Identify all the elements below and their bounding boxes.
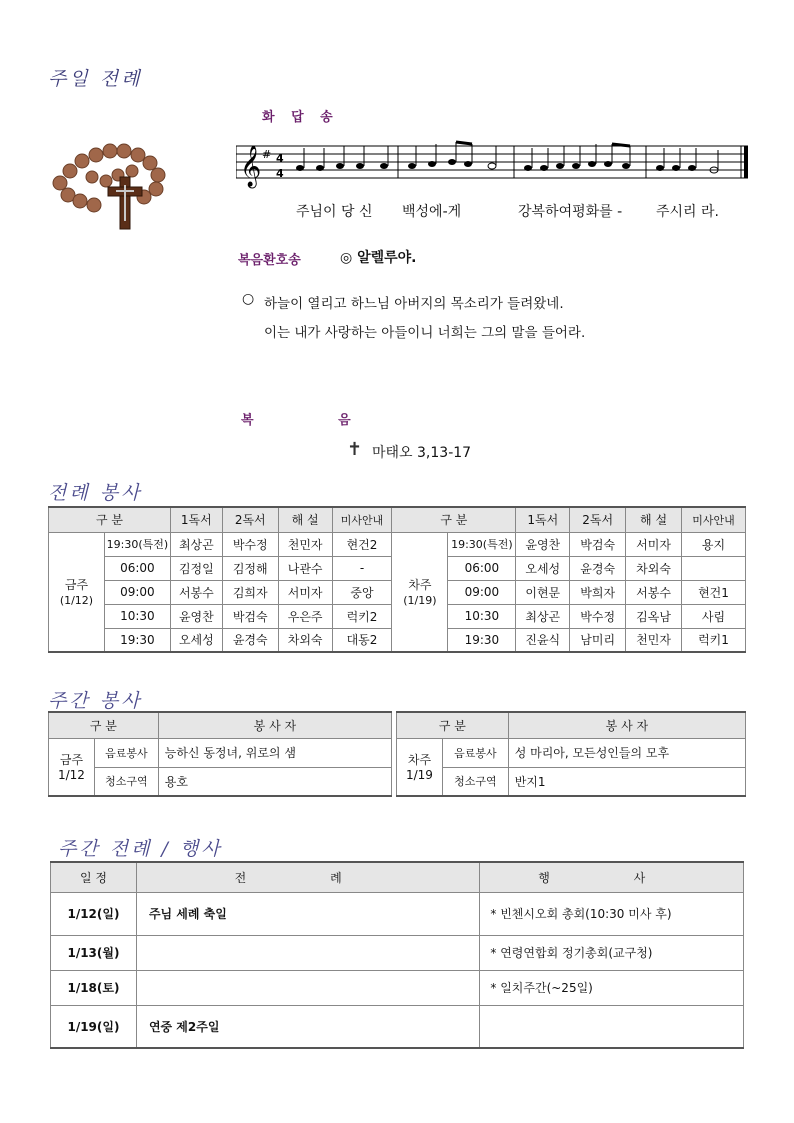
liturgy-header-row <box>49 507 746 532</box>
cell: 19:30 <box>104 628 170 652</box>
weekly-header-row <box>397 712 746 738</box>
cell: 청소구역 <box>94 767 158 796</box>
cell: 19:30 <box>448 628 516 652</box>
cell: 오세성 <box>516 556 570 580</box>
cell: 윤경숙 <box>222 628 278 652</box>
weekly-service-this-week <box>48 711 392 797</box>
section-title-liturgy-service: 전례 봉사 <box>48 482 143 504</box>
cell: 성 마리아, 모든성인들의 모후 <box>508 738 745 767</box>
cell: 서봉수 <box>626 580 682 604</box>
header-date: 일 정 <box>51 862 137 892</box>
cell: 음료봉사 <box>94 738 158 767</box>
next-week-label: 차주 1/19 <box>397 738 443 796</box>
table-row <box>51 935 744 970</box>
cell: 용호 <box>158 767 391 796</box>
cell: 09:00 <box>104 580 170 604</box>
cell: 최상곤 <box>170 532 222 556</box>
header-group: 구 분 <box>49 712 159 738</box>
header-liturgy: 전 례 <box>136 862 479 892</box>
cell: 박검숙 <box>222 604 278 628</box>
cell: 박수정 <box>570 604 626 628</box>
acclamation-label: 복음환호송 <box>238 253 301 268</box>
header-group-next: 구 분 <box>392 507 516 532</box>
next-week-label: 차주 (1/19) <box>392 532 448 652</box>
weekly-events-table <box>50 861 744 1049</box>
cell: 럭키2 <box>332 604 392 628</box>
music-staff <box>236 140 756 190</box>
cell-date: 1/13(월) <box>51 935 137 970</box>
cell: 서미자 <box>626 532 682 556</box>
table-row <box>49 532 746 556</box>
svg-text:#: # <box>262 148 272 161</box>
lyric-3: 강복하여평화를 - <box>518 204 623 220</box>
verse-line-2: 이는 내가 사랑하는 아들이니 너희는 그의 말을 들어라. <box>264 325 586 341</box>
cell: 남미리 <box>570 628 626 652</box>
alleluia-text: ◎ 알렐루야. <box>340 250 417 266</box>
header-group: 구 분 <box>49 507 171 532</box>
cell: 현건2 <box>332 532 392 556</box>
table-row <box>49 767 392 796</box>
cell-liturgy <box>136 970 479 1005</box>
header-reading1-next: 1독서 <box>516 507 570 532</box>
cell: 09:00 <box>448 580 516 604</box>
table-row <box>397 767 746 796</box>
cell: 용지 <box>682 532 746 556</box>
header-reading2-next: 2독서 <box>570 507 626 532</box>
cell-date: 1/19(일) <box>51 1005 137 1048</box>
cell: 천민자 <box>626 628 682 652</box>
cell: 김희자 <box>222 580 278 604</box>
section-title-weekly-service: 주간 봉사 <box>48 690 143 712</box>
svg-text:𝄞: 𝄞 <box>240 146 262 187</box>
cell: 서봉수 <box>170 580 222 604</box>
cell: 19:30(특전) <box>104 532 170 556</box>
cell: 서미자 <box>278 580 332 604</box>
cell: 박수정 <box>222 532 278 556</box>
cell: 천민자 <box>278 532 332 556</box>
cell: 대동2 <box>332 628 392 652</box>
cell: 우은주 <box>278 604 332 628</box>
cell-liturgy: 주님 세례 축일 <box>136 892 479 935</box>
cell-event: * 빈첸시오회 총회(10:30 미사 후) <box>480 892 744 935</box>
table-row <box>51 1005 744 1048</box>
header-event: 행 사 <box>480 862 744 892</box>
cell: 차외숙 <box>278 628 332 652</box>
rosary-image <box>48 125 168 235</box>
gospel-reference: 마태오 3,13-17 <box>372 445 472 461</box>
header-reading2: 2독서 <box>222 507 278 532</box>
cell: 윤영찬 <box>170 604 222 628</box>
lyric-2: 백성에-게 <box>402 204 462 220</box>
header-group: 구 분 <box>397 712 509 738</box>
section-title-weekly-events: 주간 전례 / 행사 <box>58 838 223 860</box>
section-title-sunday-liturgy: 주일 전례 <box>48 68 143 90</box>
header-mass-guide-next: 미사안내 <box>682 507 746 532</box>
psalm-label: 화 답 송 <box>262 110 339 125</box>
header-person: 봉 사 자 <box>158 712 391 738</box>
header-commentary-next: 해 설 <box>626 507 682 532</box>
header-mass-guide: 미사안내 <box>332 507 392 532</box>
cell-event: * 연령연합회 정기총회(교구청) <box>480 935 744 970</box>
lyric-4: 주시리 라. <box>656 204 719 220</box>
cell-event <box>480 1005 744 1048</box>
svg-text:4: 4 <box>276 167 284 180</box>
table-row <box>49 738 392 767</box>
cell: 사림 <box>682 604 746 628</box>
table-row <box>397 738 746 767</box>
events-header-row <box>51 862 744 892</box>
cell: 중앙 <box>332 580 392 604</box>
cell: - <box>332 556 392 580</box>
weekly-header-row <box>49 712 392 738</box>
cell-liturgy: 연중 제2주일 <box>136 1005 479 1048</box>
cell: 윤경숙 <box>570 556 626 580</box>
cell: 윤영찬 <box>516 532 570 556</box>
verse-line-1: 하늘이 열리고 하느님 아버지의 목소리가 들려왔네. <box>264 296 564 312</box>
cell: 나관수 <box>278 556 332 580</box>
cell: 음료봉사 <box>442 738 508 767</box>
cell: 청소구역 <box>442 767 508 796</box>
svg-text:4: 4 <box>276 152 284 165</box>
cell: 김옥남 <box>626 604 682 628</box>
cell: 박검숙 <box>570 532 626 556</box>
cell: 06:00 <box>448 556 516 580</box>
cell-date: 1/12(일) <box>51 892 137 935</box>
weekly-service-next-week <box>396 711 746 797</box>
cross-icon: ✝ <box>347 439 363 460</box>
cell <box>682 556 746 580</box>
cell: 김정일 <box>170 556 222 580</box>
cell: 반지1 <box>508 767 745 796</box>
this-week-label: 금주 (1/12) <box>49 532 105 652</box>
cell: 06:00 <box>104 556 170 580</box>
gospel-label: 복 음 <box>241 413 391 428</box>
cell: 10:30 <box>448 604 516 628</box>
cell: 차외숙 <box>626 556 682 580</box>
table-row <box>51 970 744 1005</box>
cell: 현건1 <box>682 580 746 604</box>
cell: 김정해 <box>222 556 278 580</box>
this-week-label: 금주 1/12 <box>49 738 95 796</box>
table-row <box>51 892 744 935</box>
cell: 진윤식 <box>516 628 570 652</box>
cell-event: * 일치주간(~25일) <box>480 970 744 1005</box>
lyric-1: 주님이 당 신 <box>296 204 373 220</box>
cell: 이현문 <box>516 580 570 604</box>
cell: 10:30 <box>104 604 170 628</box>
cell: 최상곤 <box>516 604 570 628</box>
verse-marker: ○ <box>242 291 255 307</box>
cell: 능하신 동정녀, 위로의 샘 <box>158 738 391 767</box>
cell: 럭키1 <box>682 628 746 652</box>
cell-date: 1/18(토) <box>51 970 137 1005</box>
cell: 19:30(특전) <box>448 532 516 556</box>
header-commentary: 해 설 <box>278 507 332 532</box>
cell: 오세성 <box>170 628 222 652</box>
liturgy-service-table <box>48 506 746 653</box>
cell: 박희자 <box>570 580 626 604</box>
header-person: 봉 사 자 <box>508 712 745 738</box>
header-reading1: 1독서 <box>170 507 222 532</box>
cell-liturgy <box>136 935 479 970</box>
